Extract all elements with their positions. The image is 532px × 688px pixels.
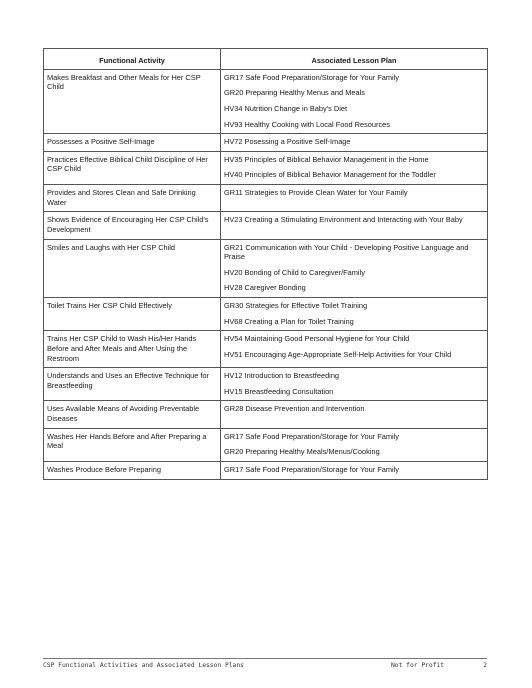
footer-document-title: CSP Functional Activities and Associated Lesson Plans [43,662,244,669]
functional-activity-cell: Smiles and Laughs with Her CSP Child [44,239,221,298]
functional-activity-cell: Makes Breakfast and Other Meals for Her CSP Child [44,69,221,134]
functional-activity-cell: Uses Available Means of Avoiding Preventable Diseases [44,401,221,428]
column-header-associated-lesson-plan: Associated Lesson Plan [221,49,488,70]
table-row [44,185,488,212]
table-row [44,428,488,461]
lesson-plan-item: HV72 Posessing a Positive Self-Image [224,137,351,147]
lesson-plan-cell [221,368,488,401]
lesson-plan-item: HV93 Healthy Cooking with Local Food Resources [224,119,390,129]
lesson-plan-item: HV12 Introduction to Breastfeeding [224,371,340,381]
lesson-plan-cell [221,151,488,184]
lesson-plan-cell [221,331,488,368]
functional-activity-cell: Possesses a Positive Self-Image [44,134,221,152]
activities-table [43,48,488,480]
table-row [44,134,488,152]
functional-activity-cell: Understands and Uses an Effective Technique for Breastfeeding [44,368,221,401]
page-footer [43,658,487,669]
lesson-plan-item: HV34 Nutrition Change in Baby's Diet [224,103,348,113]
lesson-plan-item: HV23 Creating a Stimulating Environment and Interacting with Your Baby [224,215,463,225]
lesson-plan-item: GR28 Disease Prevention and Intervention [224,404,365,414]
lesson-plan-item: HV28 Caregiver Bonding [224,283,306,293]
footer-page-number: 2 [483,662,487,669]
functional-activity-cell: Shows Evidence of Encouraging Her CSP Child's Development [44,212,221,239]
lesson-plan-cell [221,428,488,461]
table-row [44,239,488,298]
functional-activity-cell: Trains Her CSP Child to Wash His/Her Hands Before and After Meals and After Using the Restroom [44,331,221,368]
column-header-functional-activity: Functional Activity [44,49,221,70]
lesson-plan-cell [221,461,488,479]
lesson-plan-item: GR20 Preparing Healthy Meals/Menus/Cooking [224,447,380,457]
lesson-plan-cell [221,212,488,239]
lesson-plan-cell [221,185,488,212]
functional-activity-cell: Washes Her Hands Before and After Preparing a Meal [44,428,221,461]
lesson-plan-cell [221,298,488,331]
table-row [44,212,488,239]
lesson-plan-item: HV20 Bonding of Child to Caregiver/Family [224,267,365,277]
table-row [44,298,488,331]
lesson-plan-item: HV68 Creating a Plan for Toilet Training [224,316,354,326]
table-row [44,331,488,368]
lesson-plan-item: GR11 Strategies to Provide Clean Water for Your Family [224,188,408,197]
lesson-plan-cell [221,239,488,298]
table-row [44,368,488,401]
table-row [44,401,488,428]
lesson-plan-item: HV54 Maintaining Good Personal Hygiene for Your Child [224,334,410,344]
lesson-plan-item: GR17 Safe Food Preparation/Storage for Your Family [224,431,400,441]
lesson-plan-item: GR30 Strategies for Effective Toilet Training [224,301,368,310]
table-row [44,151,488,184]
lesson-plan-item: HV40 Principles of Biblical Behavior Management for the Toddler [224,170,436,180]
lesson-plan-item: HV51 Encouraging Age-Appropriate Self-Help Activities for Your Child [224,349,452,359]
lesson-plan-item: GR17 Safe Food Preparation/Storage for Your Family [224,464,400,474]
lesson-plan-cell [221,401,488,428]
lesson-plan-item: GR20 Preparing Healthy Menus and Meals [224,88,365,98]
lesson-plan-item: HV35 Principles of Biblical Behavior Management in the Home [224,154,429,164]
functional-activity-cell: Toilet Trains Her CSP Child Effectively [44,298,221,331]
lesson-plan-item: HV15 Breastfeeding Consultation [224,386,334,396]
lesson-plan-cell [221,69,488,134]
footer-status: Not for Profit [391,662,445,669]
lesson-plan-cell [221,134,488,152]
functional-activity-cell: Practices Effective Biblical Child Discipline of Her CSP Child [44,151,221,184]
table-row [44,461,488,479]
lesson-plan-item: GR17 Safe Food Preparation/Storage for Your Family [224,72,400,82]
functional-activity-cell: Washes Produce Before Preparing [44,461,221,479]
table-body [44,69,488,479]
table-header-row [44,49,488,70]
functional-activity-cell: Provides and Stores Clean and Safe Drinking Water [44,185,221,212]
table-row [44,69,488,134]
lesson-plan-item: GR21 Communication with Your Child - Developing Positive Language and Praise [224,242,469,262]
